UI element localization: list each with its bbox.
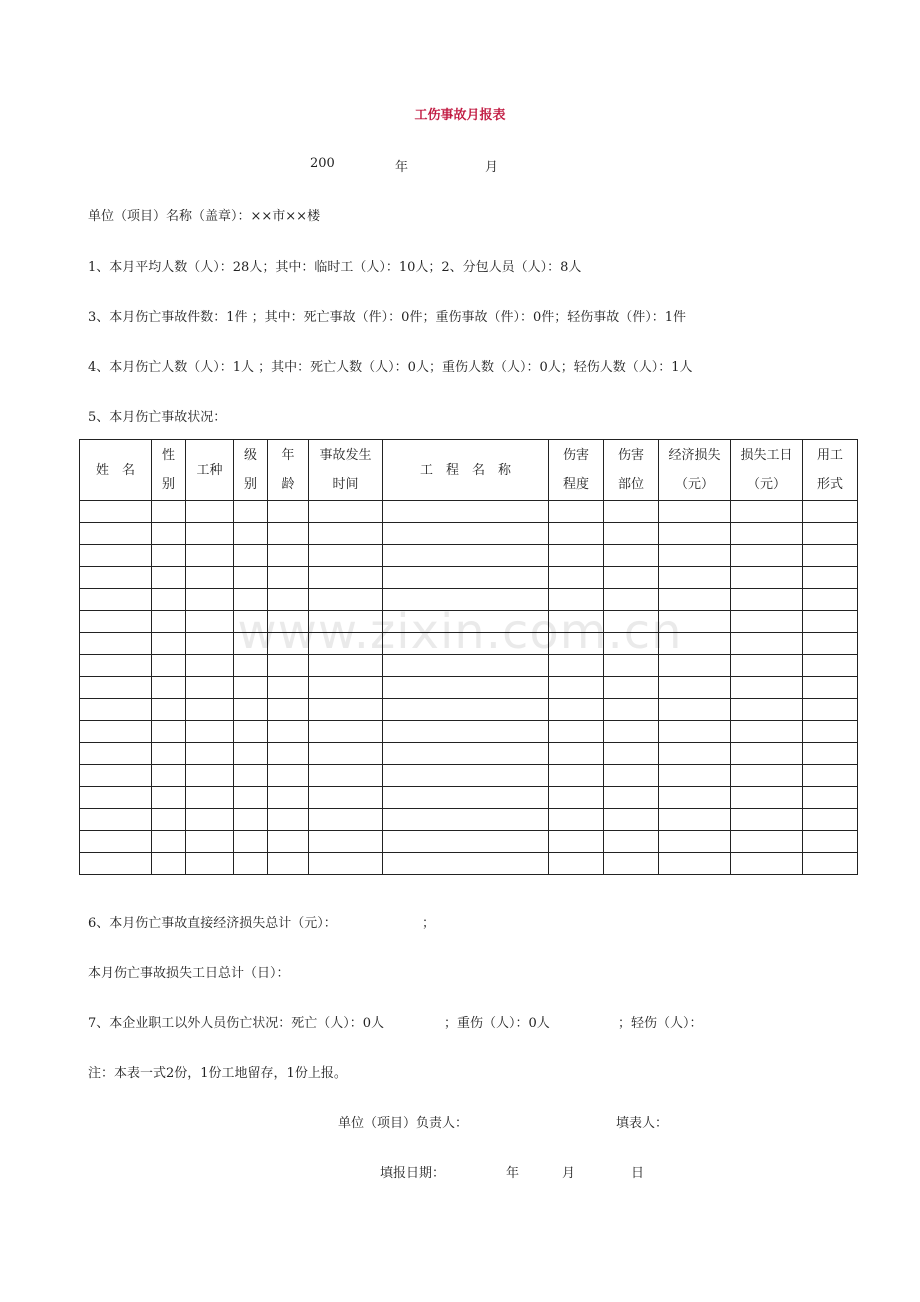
column-header-text: 部位 [617,477,644,492]
table-cell[interactable] [234,545,268,567]
table-cell[interactable] [186,699,234,721]
table-cell[interactable] [152,853,186,875]
table-cell[interactable] [549,831,604,853]
table-cell[interactable] [268,809,309,831]
table-row [80,501,858,523]
table-cell[interactable] [383,699,549,721]
table-cell[interactable] [803,523,858,545]
table-row [80,787,858,809]
item-6-end-mark: ； [422,916,436,931]
watermark: www.zixin.com.cn [237,604,683,660]
table-cell[interactable] [383,721,549,743]
table-cell[interactable] [803,699,858,721]
table-cell[interactable] [309,501,383,523]
table-cell[interactable] [152,743,186,765]
table-cell[interactable] [731,567,803,589]
table-cell[interactable] [309,721,383,743]
table-cell[interactable] [659,567,731,589]
table-cell[interactable] [309,831,383,853]
table-cell[interactable] [383,743,549,765]
table-cell[interactable] [803,809,858,831]
date-month-label: 月 [485,160,499,175]
table-cell[interactable] [80,831,152,853]
column-header-text: 经济损失 [668,448,721,463]
table-row [80,853,858,875]
table-cell[interactable] [80,501,152,523]
column-header-text: 形式 [816,477,843,492]
table-cell[interactable] [604,677,659,699]
table-cell[interactable] [383,567,549,589]
table-cell[interactable] [604,853,659,875]
table-row [80,545,858,567]
table-cell[interactable] [659,523,731,545]
table-cell[interactable] [659,809,731,831]
report-date-day: 日 [631,1166,645,1181]
table-cell[interactable] [80,787,152,809]
table-cell[interactable] [549,765,604,787]
column-header-text: 伤害 [562,448,589,463]
table-cell[interactable] [234,831,268,853]
table-cell[interactable] [186,787,234,809]
table-cell[interactable] [731,721,803,743]
column-header-text: （元） [746,477,786,492]
table-cell[interactable] [731,699,803,721]
table-cell[interactable] [309,853,383,875]
table-cell[interactable] [186,765,234,787]
table-header-row [80,440,858,501]
table-cell[interactable] [803,831,858,853]
table-cell[interactable] [803,721,858,743]
item-4-casualty-count: 4、本月伤亡人数（人）：1人 ；其中：死亡人数（人）：0人；重伤人数（人）：0人；轻伤人数（人）：1人 [88,360,693,375]
table-cell[interactable] [80,743,152,765]
table-cell[interactable] [234,523,268,545]
responsible-person-label: 单位（项目）负责人： [338,1116,469,1131]
table-cell[interactable] [659,545,731,567]
table-cell[interactable] [80,765,152,787]
table-cell[interactable] [731,787,803,809]
table-cell[interactable] [604,501,659,523]
column-header-text: 别 [161,477,175,492]
table-cell[interactable] [268,523,309,545]
table-cell[interactable] [234,501,268,523]
table-cell[interactable] [152,809,186,831]
column-header-8 [549,440,604,501]
table-cell[interactable] [80,523,152,545]
table-cell[interactable] [659,677,731,699]
table-cell[interactable] [152,831,186,853]
table-cell[interactable] [604,809,659,831]
table-cell[interactable] [152,523,186,545]
table-cell[interactable] [383,787,549,809]
table-row [80,831,858,853]
table-cell[interactable] [268,545,309,567]
item-7-death: 7、本企业职工以外人员伤亡状况：死亡（人）：0人 [88,1016,385,1031]
table-cell[interactable] [383,809,549,831]
table-cell[interactable] [186,831,234,853]
table-cell[interactable] [383,501,549,523]
table-cell[interactable] [659,699,731,721]
column-header-6 [309,440,383,501]
table-cell[interactable] [549,567,604,589]
column-header-3 [186,440,234,501]
date-year-label: 年 [395,160,409,175]
table-cell[interactable] [731,765,803,787]
table-cell[interactable] [268,853,309,875]
form-filler-label: 填表人： [616,1116,669,1131]
table-cell[interactable] [549,699,604,721]
column-header-text: 事故发生 [319,448,372,463]
table-cell[interactable] [549,743,604,765]
table-cell[interactable] [268,677,309,699]
table-cell[interactable] [604,545,659,567]
column-header-12 [803,440,858,501]
table-cell[interactable] [731,523,803,545]
table-cell[interactable] [803,765,858,787]
table-cell[interactable] [383,523,549,545]
table-cell[interactable] [268,787,309,809]
column-header-10 [659,440,731,501]
table-cell[interactable] [309,677,383,699]
column-header-text: 级 [243,448,257,463]
column-header-text: 姓 名 [95,462,135,478]
table-cell[interactable] [80,853,152,875]
item-6-economic-loss: 6、本月伤亡事故直接经济损失总计（元）： [88,916,337,931]
table-cell[interactable] [186,721,234,743]
table-cell[interactable] [268,567,309,589]
table-cell[interactable] [234,853,268,875]
table-cell[interactable] [80,545,152,567]
table-cell[interactable] [383,831,549,853]
table-row [80,743,858,765]
table-cell[interactable] [234,677,268,699]
table-cell[interactable] [268,699,309,721]
table-cell[interactable] [803,677,858,699]
table-cell[interactable] [803,567,858,589]
table-cell[interactable] [309,787,383,809]
report-date-year: 年 [506,1166,520,1181]
table-cell[interactable] [549,677,604,699]
report-title: 工伤事故月报表 [414,108,506,123]
table-cell[interactable] [604,523,659,545]
table-cell[interactable] [268,721,309,743]
note-line: 注：本表一式2份，1份工地留存，1份上报。 [88,1066,347,1081]
item-7-minor: ；轻伤（人）： [618,1016,703,1031]
table-cell[interactable] [659,831,731,853]
column-header-text: 性 [161,448,175,463]
lost-workdays-total: 本月伤亡事故损失工日总计（日）： [88,966,290,981]
date-year-number: 200 [310,156,335,171]
table-cell[interactable] [268,831,309,853]
column-header-text: 工 程 名 称 [419,462,511,478]
table-row [80,567,858,589]
table-cell[interactable] [234,743,268,765]
item-5-accident-status: 5、本月伤亡事故状况： [88,410,227,425]
table-cell[interactable] [186,677,234,699]
column-header-text: 龄 [281,477,295,492]
column-header-9 [604,440,659,501]
table-cell[interactable] [731,545,803,567]
item-1-headcount: 1、本月平均人数（人）：28人；其中：临时工（人）：10人；2、分包人员（人）：8人 [88,260,582,275]
table-cell[interactable] [731,501,803,523]
table-cell[interactable] [309,523,383,545]
column-header-text: 损失工日 [740,448,793,463]
table-cell[interactable] [731,831,803,853]
table-cell[interactable] [803,501,858,523]
column-header-text: （元） [674,477,714,492]
table-cell[interactable] [234,787,268,809]
table-cell[interactable] [152,699,186,721]
table-cell[interactable] [383,677,549,699]
column-header-2 [152,440,186,501]
table-cell[interactable] [383,545,549,567]
table-cell[interactable] [234,809,268,831]
table-cell[interactable] [80,809,152,831]
table-row [80,721,858,743]
table-cell[interactable] [659,853,731,875]
table-cell[interactable] [152,765,186,787]
table-cell[interactable] [659,743,731,765]
table-cell[interactable] [659,501,731,523]
table-cell[interactable] [80,567,152,589]
item-7-serious: ；重伤（人）：0人 [444,1016,550,1031]
table-cell[interactable] [604,721,659,743]
table-cell[interactable] [731,809,803,831]
table-row [80,523,858,545]
table-cell[interactable] [186,743,234,765]
table-cell[interactable] [186,567,234,589]
table-cell[interactable] [268,501,309,523]
table-cell[interactable] [383,765,549,787]
table-cell[interactable] [309,567,383,589]
table-cell[interactable] [309,545,383,567]
table-cell[interactable] [309,809,383,831]
table-cell[interactable] [383,853,549,875]
column-header-text: 用工 [816,448,843,463]
table-cell[interactable] [152,721,186,743]
column-header-11 [731,440,803,501]
table-cell[interactable] [731,677,803,699]
table-cell[interactable] [186,501,234,523]
table-cell[interactable] [234,721,268,743]
report-date-month: 月 [562,1166,576,1181]
table-cell[interactable] [731,853,803,875]
table-cell[interactable] [186,853,234,875]
table-cell[interactable] [234,567,268,589]
table-cell[interactable] [549,501,604,523]
table-cell[interactable] [659,787,731,809]
table-cell[interactable] [80,721,152,743]
table-cell[interactable] [152,567,186,589]
table-cell[interactable] [604,765,659,787]
table-cell[interactable] [186,545,234,567]
column-header-text: 别 [243,477,257,492]
table-cell[interactable] [186,523,234,545]
column-header-1 [80,440,152,501]
table-cell[interactable] [604,699,659,721]
report-date-label: 填报日期： [380,1166,446,1181]
column-header-text: 工种 [196,462,223,478]
table-cell[interactable] [549,853,604,875]
table-cell[interactable] [803,545,858,567]
table-cell[interactable] [604,787,659,809]
table-row [80,677,858,699]
table-cell[interactable] [186,809,234,831]
item-3-accident-count: 3、本月伤亡事故件数：1件 ；其中：死亡事故（件）：0件；重伤事故（件）：0件；轻伤事故（件）：1件 [88,310,686,325]
table-cell[interactable] [234,765,268,787]
table-cell[interactable] [80,677,152,699]
table-cell[interactable] [549,721,604,743]
table-cell[interactable] [152,787,186,809]
table-cell[interactable] [152,545,186,567]
table-cell[interactable] [803,787,858,809]
column-header-4 [234,440,268,501]
table-cell[interactable] [731,743,803,765]
table-cell[interactable] [659,721,731,743]
table-cell[interactable] [549,523,604,545]
table-cell[interactable] [268,765,309,787]
table-cell[interactable] [234,699,268,721]
table-cell[interactable] [604,567,659,589]
table-row [80,699,858,721]
table-cell[interactable] [268,743,309,765]
table-row [80,809,858,831]
table-cell[interactable] [549,545,604,567]
table-row [80,765,858,787]
table-cell[interactable] [604,743,659,765]
column-header-text: 伤害 [617,448,644,463]
table-cell[interactable] [803,853,858,875]
table-cell[interactable] [549,787,604,809]
column-header-text: 年 [281,448,295,463]
column-header-7 [383,440,549,501]
table-cell[interactable] [604,831,659,853]
table-cell[interactable] [309,699,383,721]
column-header-text: 程度 [562,477,589,492]
table-cell[interactable] [152,501,186,523]
table-cell[interactable] [659,765,731,787]
table-cell[interactable] [309,743,383,765]
table-cell[interactable] [152,677,186,699]
column-header-5 [268,440,309,501]
column-header-text: 时间 [332,477,359,492]
table-cell[interactable] [309,765,383,787]
table-cell[interactable] [549,809,604,831]
unit-name-line: 单位（项目）名称（盖章）：××市××楼 [88,209,321,224]
table-cell[interactable] [80,699,152,721]
table-cell[interactable] [803,743,858,765]
